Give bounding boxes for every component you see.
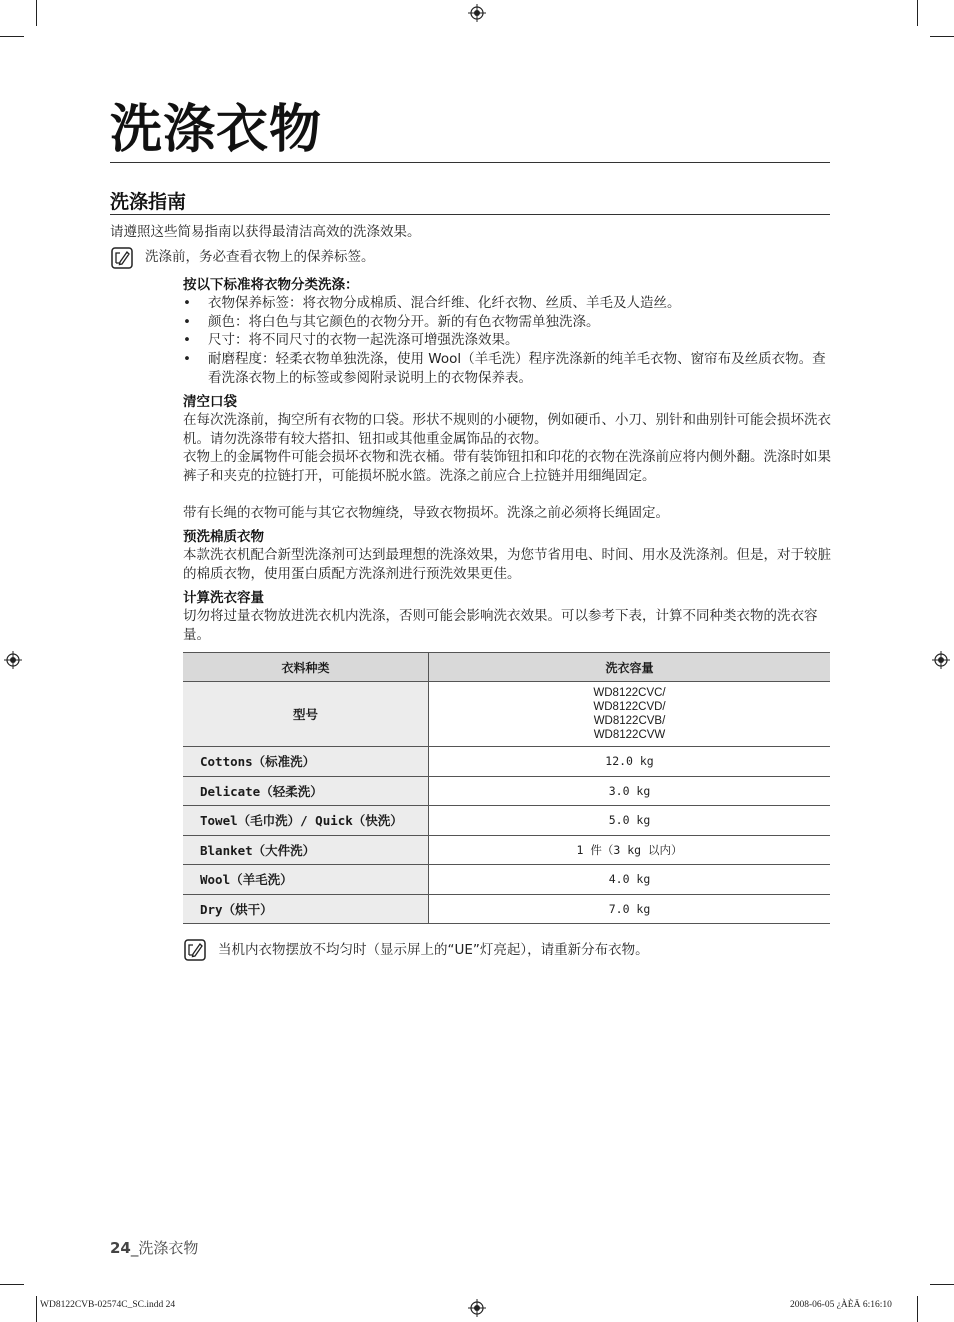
bullet-icon: • <box>183 295 191 311</box>
table-row <box>183 894 830 924</box>
table-header-row <box>183 653 830 682</box>
page-footer <box>110 1237 198 1258</box>
note-icon <box>184 939 206 961</box>
capacity-value: 12.0 kg <box>429 747 831 777</box>
section-heading: 洗涤指南 <box>110 191 187 213</box>
model-name: WD8122CVB/ <box>593 715 666 727</box>
capacity-heading: 计算洗衣容量 <box>183 590 264 606</box>
list-item-text: 耐磨程度：轻柔衣物单独洗涤，使用 Wool（羊毛洗）程序洗涤新的纯羊毛衣物、窗帘布及丝质衣物。查看洗涤衣物上的标签或参阅附录说明上的衣物保养表。 <box>208 351 826 386</box>
model-label: 型号 <box>183 682 429 747</box>
crop-mark <box>930 36 954 37</box>
table-row <box>183 747 830 777</box>
table-row <box>183 865 830 895</box>
registration-mark-icon <box>468 1299 486 1317</box>
fabric-type: Wool（羊毛洗） <box>183 865 429 895</box>
note-text: 当机内衣物摆放不均匀时（显示屏上的“UE”灯亮起），请重新分布衣物。 <box>218 942 649 958</box>
table-row <box>183 682 830 747</box>
crop-mark <box>0 1284 24 1285</box>
fabric-type: Cottons（标准洗） <box>183 747 429 777</box>
capacity-table <box>183 652 830 924</box>
model-name: WD8122CVD/ <box>593 701 666 713</box>
fabric-type: Blanket（大件洗） <box>183 835 429 865</box>
capacity-value: 5.0 kg <box>429 806 831 836</box>
capacity-value: 1 件（3 kg 以内） <box>429 835 831 865</box>
page-title: 洗涤衣物 <box>110 100 323 160</box>
crop-mark <box>36 0 37 26</box>
crop-mark <box>930 1284 954 1285</box>
list-item-text: 衣物保养标签：将衣物分成棉质、混合纤维、化纤衣物、丝质、羊毛及人造丝。 <box>208 295 681 311</box>
table-header: 洗衣容量 <box>429 653 831 682</box>
crop-mark <box>917 0 918 26</box>
capacity-value: 4.0 kg <box>429 865 831 895</box>
prewash-heading: 预洗棉质衣物 <box>183 529 264 545</box>
crop-mark <box>0 36 24 37</box>
pockets-paragraph: 在每次洗涤前，掏空所有衣物的口袋。形状不规则的小硬物，例如硬币、小刀、别针和曲别针可能会损坏洗衣机。请勿洗涤带有较大搭扣、钮扣或其他重金属饰品的衣物。 <box>183 412 831 447</box>
table-header: 衣料种类 <box>183 653 429 682</box>
registration-mark-icon <box>4 651 22 669</box>
page-footer-label: _洗涤衣物 <box>130 1239 199 1257</box>
registration-mark-icon <box>932 651 950 669</box>
table-row <box>183 806 830 836</box>
prewash-paragraph: 本款洗衣机配合新型洗涤剂可达到最理想的洗涤效果，为您节省用电、时间、用水及洗涤剂。但是，对于较脏的棉质衣物，使用蛋白质配方洗涤剂进行预洗效果更佳。 <box>183 547 831 582</box>
list-item-text: 尺寸：将不同尺寸的衣物一起洗涤可增强洗涤效果。 <box>208 332 519 348</box>
model-name: WD8122CVW <box>593 729 666 741</box>
crop-mark <box>917 1296 918 1322</box>
note-text: 洗涤前，务必查看衣物上的保养标签。 <box>145 249 375 265</box>
title-rule <box>110 162 830 163</box>
pockets-paragraph: 带有长绳的衣物可能与其它衣物缠绕，导致衣物损坏。洗涤之前必须将长绳固定。 <box>183 505 669 521</box>
model-name: WD8122CVC/ <box>593 687 666 699</box>
bullet-icon: • <box>183 314 191 330</box>
bullet-icon: • <box>183 351 191 367</box>
intro-text: 请遵照这些简易指南以获得最清洁高效的洗涤效果。 <box>110 224 421 240</box>
model-list <box>429 682 831 747</box>
section-rule <box>110 214 830 215</box>
crop-mark <box>36 1296 37 1322</box>
page-number: 24 <box>110 1239 131 1257</box>
fabric-type: Delicate（轻柔洗） <box>183 776 429 806</box>
pockets-heading: 清空口袋 <box>183 394 237 410</box>
bullet-icon: • <box>183 332 191 348</box>
note-icon <box>111 247 133 269</box>
sort-heading: 按以下标准将衣物分类洗涤： <box>183 277 359 293</box>
capacity-value: 3.0 kg <box>429 776 831 806</box>
table-row <box>183 776 830 806</box>
list-item-text: 颜色：将白色与其它颜色的衣物分开。新的有色衣物需单独洗涤。 <box>208 314 600 330</box>
capacity-value: 7.0 kg <box>429 894 831 924</box>
file-slug: WD8122CVB-02574C_SC.indd 24 <box>40 1300 176 1310</box>
table-row <box>183 835 830 865</box>
capacity-paragraph: 切勿将过量衣物放进洗衣机内洗涤，否则可能会影响洗衣效果。可以参考下表，计算不同种类衣物的洗衣容量。 <box>183 608 818 643</box>
fabric-type: Dry（烘干） <box>183 894 429 924</box>
fabric-type: Towel（毛巾洗）/ Quick（快洗） <box>183 806 429 836</box>
registration-mark-icon <box>468 4 486 22</box>
print-timestamp: 2008-06-05 ¿ÀÈÄ 6:16:10 <box>790 1300 892 1310</box>
pockets-paragraph: 衣物上的金属物件可能会损坏衣物和洗衣桶。带有装饰钮扣和印花的衣物在洗涤前应将内侧外翻。洗涤时如果裤子和夹克的拉链打开，可能损坏脱水篮。洗涤之前应合上拉链并用细绳固定。 <box>183 449 831 484</box>
